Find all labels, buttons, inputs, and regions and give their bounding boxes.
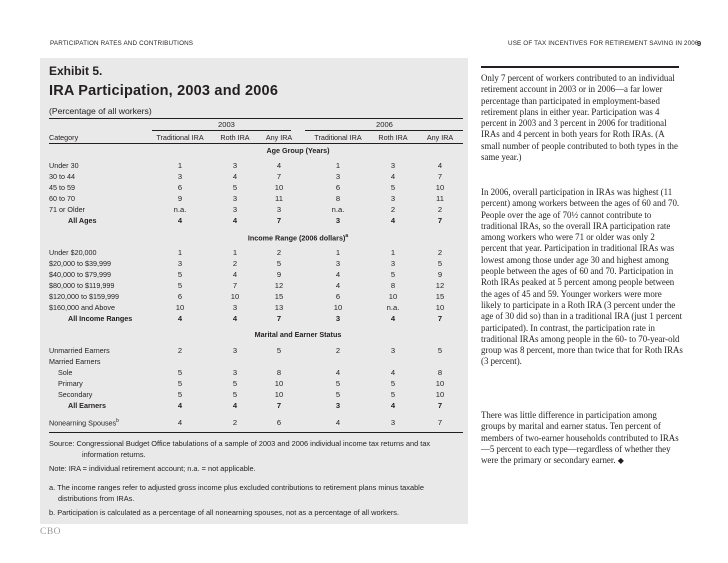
table-cell: 10 xyxy=(274,183,284,192)
table-cell: 5 xyxy=(232,390,238,399)
table-cell: 10 xyxy=(274,390,284,399)
table-cell: 10 xyxy=(388,292,398,301)
row-label: 71 or Older xyxy=(49,205,85,214)
table-cell: 10 xyxy=(333,303,343,312)
table-cell: 6 xyxy=(177,183,183,192)
table-cell: 3 xyxy=(335,259,341,268)
table-cell: 3 xyxy=(276,205,282,214)
column-top-rule xyxy=(481,66,679,68)
table-cell: 4 xyxy=(390,314,396,323)
table-cell: 2 xyxy=(437,205,443,214)
table-cell: 3 xyxy=(390,161,396,170)
table-cell: 5 xyxy=(276,346,282,355)
page-number: 9 xyxy=(697,39,702,48)
table-cell: 7 xyxy=(437,314,443,323)
table-cell: 13 xyxy=(274,303,284,312)
table-cell: 2 xyxy=(276,248,282,257)
table-cell: 5 xyxy=(177,368,183,377)
paragraph-3: There was little difference in participation among groups by marital and earner status. Ten percent of members of two-earner households contributed to IRAs—5 percent to each type—regardless of whether they were the primary or secondary earner. ◆ xyxy=(481,410,679,466)
table-cell: 8 xyxy=(335,194,341,203)
table-cell: 4 xyxy=(335,418,341,427)
running-header-left: PARTICIPATION RATES AND CONTRIBUTIONS xyxy=(50,40,194,47)
table-cell: 5 xyxy=(177,390,183,399)
row-label: Secondary xyxy=(58,390,93,399)
table-cell: 3 xyxy=(232,205,238,214)
col-header: Any IRA xyxy=(426,133,454,142)
table-cell: 1 xyxy=(335,248,341,257)
row-label: 60 to 70 xyxy=(49,194,75,203)
table-cell: 3 xyxy=(177,259,183,268)
table-cell: 5 xyxy=(232,183,238,192)
table-cell: 12 xyxy=(435,281,445,290)
table-cell: 15 xyxy=(435,292,445,301)
source-note: Source: Congressional Budget Office tabulations of a sample of 2003 and 2006 individual income tax returns and tax information returns. xyxy=(49,439,431,459)
paragraph-2: In 2006, overall participation in IRAs was highest (11 percent) among workers between the ages of 60 and 70. People over the age of 70½ cannot contribute to traditional IRAs, so the overall IRA participation rate among workers who were 71 or older was only 2 percent that year. Participation in traditional IRAs was lowest among those under age 30 and highest among people between the ages of 60 and 70. Participation in Roth IRAs peaked at 5 percent among people between the ages of 45 and 59. Younger workers were more likely to participate in a Roth IRA (3 percent under the age of 30 did so) than in a traditional IRA (just 1 percent participated). In contrast, the participation rate in traditional IRAs among people in the 60- to 70-year-old group was 8 percent, more than twice that for Roth IRAs (3 percent). xyxy=(481,187,683,367)
table-cell: 4 xyxy=(335,281,341,290)
table-cell: 7 xyxy=(232,281,238,290)
row-label: $20,000 to $39,999 xyxy=(49,259,111,268)
table-cell: 9 xyxy=(437,270,443,279)
table-cell: 4 xyxy=(335,368,341,377)
year-2003: 2003 xyxy=(218,120,235,129)
table-cell: 3 xyxy=(177,172,183,181)
table-cell: 2 xyxy=(232,418,238,427)
row-label: Under $20,000 xyxy=(49,248,97,257)
table-cell: n.a. xyxy=(331,205,345,214)
table-cell: 10 xyxy=(435,183,445,192)
table-cell: 7 xyxy=(276,314,282,323)
table-cell: 4 xyxy=(232,172,238,181)
table-cell: 2 xyxy=(232,259,238,268)
paragraph-1: Only 7 percent of workers contributed to an individual retirement account in 2003 or in 2006—a far lower percentage than participated in employment-based retirement plans in either year. Participation was 4 percent in 2003 and 3 percent in 2006 for traditional IRAs and 4 percent in both years for Roth IRAs. (A small number of people contributed to both types in the same year.) xyxy=(481,73,678,163)
table-cell: 10 xyxy=(435,303,445,312)
end-mark-icon: ◆ xyxy=(617,456,624,466)
table-cell: 3 xyxy=(390,194,396,203)
category-header: Category xyxy=(49,133,79,142)
table-cell: 4 xyxy=(232,314,238,323)
table-cell: 10 xyxy=(435,379,445,388)
row-label: Nonearning Spouses$^b$ xyxy=(49,418,119,428)
table-cell: 1 xyxy=(335,161,341,170)
row-label: 45 to 59 xyxy=(49,183,75,192)
table-cell: 8 xyxy=(437,368,443,377)
table-cell: 5 xyxy=(437,259,443,268)
table-cell: 5 xyxy=(437,346,443,355)
section-title-income: Income Range (2006 dollars)$^a$ xyxy=(247,233,349,243)
table-cell: 7 xyxy=(276,216,282,225)
table-cell: 3 xyxy=(232,194,238,203)
table-cell: 5 xyxy=(390,379,396,388)
table-cell: 15 xyxy=(274,292,284,301)
table-cell: 5 xyxy=(177,281,183,290)
row-label-total: All Income Ranges xyxy=(68,314,133,323)
table-cell: 4 xyxy=(177,314,183,323)
table-cell: 4 xyxy=(232,216,238,225)
exhibit-title: IRA Participation, 2003 and 2006 xyxy=(49,83,279,99)
table-cell: 5 xyxy=(390,390,396,399)
table-cell: 1 xyxy=(232,248,238,257)
row-label: $120,000 to $159,999 xyxy=(49,292,119,301)
table-cell: 2 xyxy=(390,205,396,214)
table-cell: 4 xyxy=(177,418,183,427)
table-cell: 3 xyxy=(335,401,341,410)
section-title-marital: Marital and Earner Status xyxy=(254,330,342,339)
row-label: 30 to 44 xyxy=(49,172,75,181)
table-cell: 7 xyxy=(437,216,443,225)
table-cell: 10 xyxy=(175,303,185,312)
table-cell: 7 xyxy=(437,172,443,181)
table-cell: 4 xyxy=(177,401,183,410)
year-2003-rule xyxy=(152,130,291,131)
table-cell: n.a. xyxy=(173,205,187,214)
table-cell: 3 xyxy=(232,161,238,170)
col-header: Traditional IRA xyxy=(156,133,204,142)
row-label: Sole xyxy=(58,368,73,377)
footnote-a: a. The income ranges refer to adjusted gross income plus excluded contributions to retirement plans minus taxable distributions from IRAs. xyxy=(49,483,424,503)
table-cell: 10 xyxy=(274,379,284,388)
header-bottom-rule xyxy=(49,143,463,144)
table-cell: 10 xyxy=(230,292,240,301)
table-cell: 1 xyxy=(177,161,183,170)
table-cell: 3 xyxy=(335,216,341,225)
table-cell: 4 xyxy=(390,368,396,377)
table-cell: 4 xyxy=(390,401,396,410)
table-cell: 3 xyxy=(335,314,341,323)
table-cell: 8 xyxy=(276,368,282,377)
table-cell: 2 xyxy=(177,346,183,355)
table-cell: 3 xyxy=(390,418,396,427)
table-cell: 3 xyxy=(232,368,238,377)
col-header: Any IRA xyxy=(265,133,293,142)
table-cell: 4 xyxy=(177,216,183,225)
table-cell: 7 xyxy=(276,401,282,410)
table-cell: 6 xyxy=(276,418,282,427)
table-cell: 6 xyxy=(335,292,341,301)
running-header-right: USE OF TAX INCENTIVES FOR RETIREMENT SAVING IN 2006 xyxy=(508,40,699,47)
table-cell: 5 xyxy=(390,183,396,192)
table-bottom-rule xyxy=(49,432,463,433)
year-2006: 2006 xyxy=(376,120,393,129)
table-cell: 4 xyxy=(390,172,396,181)
row-label: Under 30 xyxy=(49,161,79,170)
exhibit-subtitle: (Percentage of all workers) xyxy=(49,106,152,116)
table-cell: 11 xyxy=(436,194,444,203)
table-cell: 1 xyxy=(177,248,183,257)
footnote-b: b. Participation is calculated as a percentage of all nonearning spouses, not as a percentage of all workers. xyxy=(49,508,400,517)
table-cell: 9 xyxy=(276,270,282,279)
table-cell: 5 xyxy=(335,379,341,388)
abbreviation-note: Note: IRA = individual retirement account; n.a. = not applicable. xyxy=(49,464,256,473)
table-cell: 7 xyxy=(437,418,443,427)
table-cell: 5 xyxy=(177,379,183,388)
table-cell: 12 xyxy=(274,281,284,290)
table-cell: 11 xyxy=(275,194,283,203)
row-label: Married Earners xyxy=(49,357,101,366)
row-label: $80,000 to $119,999 xyxy=(49,281,115,290)
table-cell: 7 xyxy=(437,401,443,410)
table-top-rule xyxy=(49,118,463,119)
table-cell: 4 xyxy=(437,161,443,170)
col-header: Traditional IRA xyxy=(314,133,362,142)
table-cell: 4 xyxy=(390,216,396,225)
table-cell: 7 xyxy=(276,172,282,181)
section-title-age: Age Group (Years) xyxy=(266,146,330,155)
row-label-total: All Earners xyxy=(68,401,106,410)
row-label: $160,000 and Above xyxy=(49,303,115,312)
table-cell: 3 xyxy=(390,346,396,355)
table-cell: 2 xyxy=(335,346,341,355)
col-header: Roth IRA xyxy=(378,133,408,142)
table-cell: 4 xyxy=(335,270,341,279)
table-cell: 3 xyxy=(335,172,341,181)
table-cell: 3 xyxy=(232,346,238,355)
table-cell: 5 xyxy=(276,259,282,268)
row-label: $40,000 to $79,999 xyxy=(49,270,111,279)
table-cell: 8 xyxy=(390,281,396,290)
table-cell: 3 xyxy=(232,303,238,312)
row-label: Unmarried Earners xyxy=(49,346,110,355)
table-cell: 9 xyxy=(177,194,183,203)
table-cell: 4 xyxy=(276,161,282,170)
row-label: Primary xyxy=(58,379,83,388)
cbo-logo: CBO xyxy=(40,527,62,537)
table-cell: 4 xyxy=(232,401,238,410)
table-cell: 5 xyxy=(232,379,238,388)
table-cell: 5 xyxy=(335,390,341,399)
table-cell: 6 xyxy=(335,183,341,192)
table-cell: 4 xyxy=(232,270,238,279)
col-header: Roth IRA xyxy=(220,133,250,142)
table-cell: 2 xyxy=(437,248,443,257)
table-cell: 3 xyxy=(390,259,396,268)
table-cell: 6 xyxy=(177,292,183,301)
table-cell: 5 xyxy=(177,270,183,279)
table-cell: 5 xyxy=(390,270,396,279)
table-cell: 1 xyxy=(390,248,396,257)
exhibit-number: Exhibit 5. xyxy=(49,64,103,78)
table-cell: n.a. xyxy=(386,303,400,312)
row-label-total: All Ages xyxy=(68,216,97,225)
table-cell: 10 xyxy=(435,390,445,399)
year-2006-rule xyxy=(305,130,463,131)
